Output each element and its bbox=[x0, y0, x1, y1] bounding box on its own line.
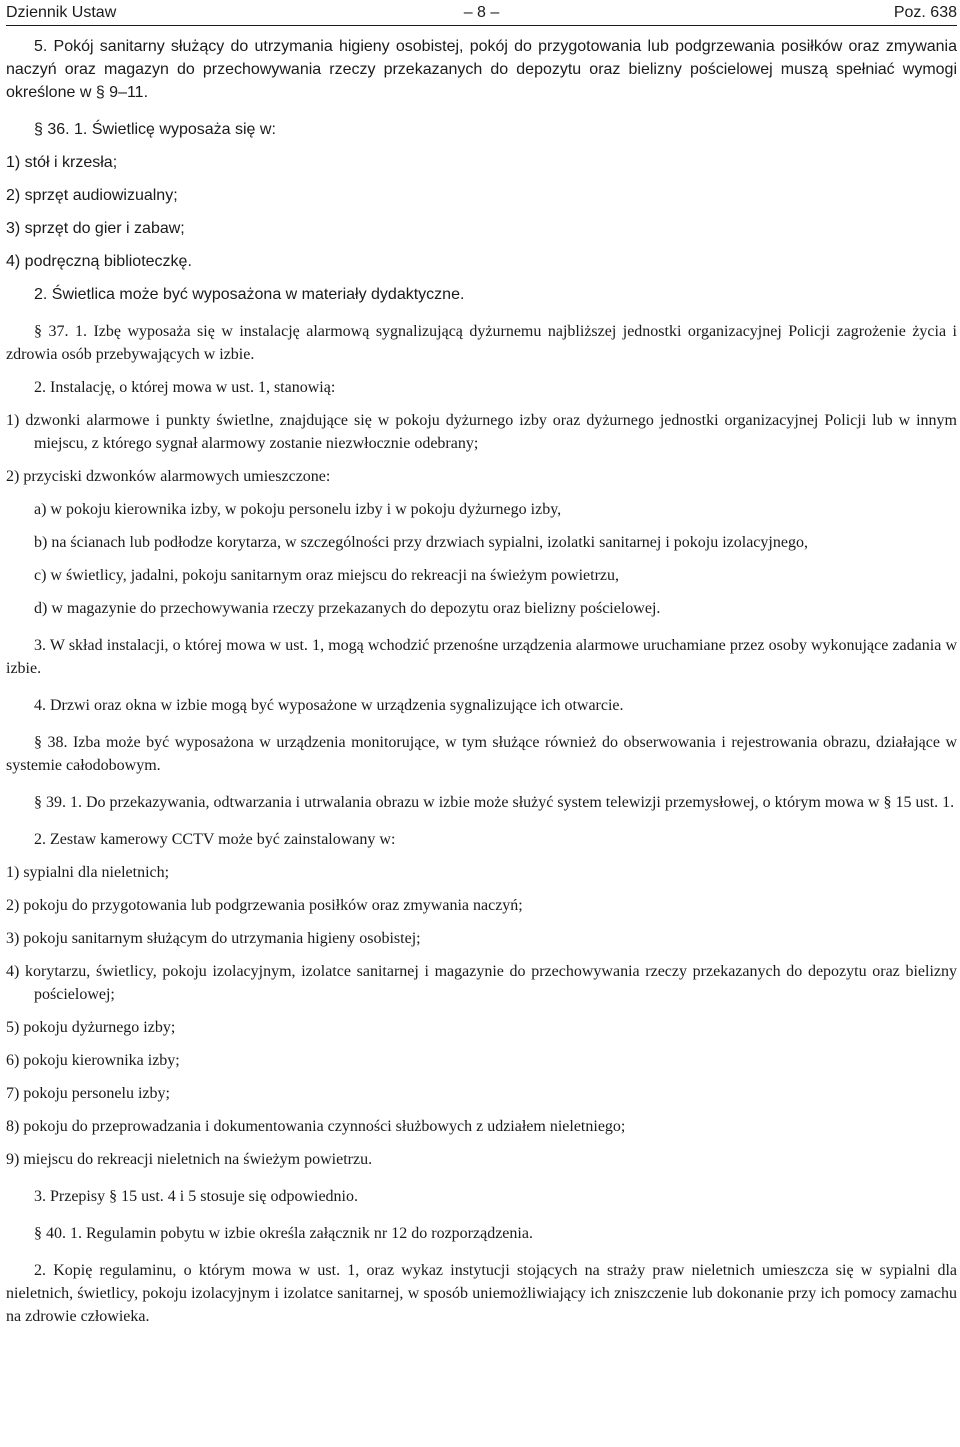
list-item: 1) stół i krzesła; bbox=[6, 154, 118, 171]
list-item: 3) pokoju sanitarnym służącym do utrzymania higieny osobistej; bbox=[6, 930, 421, 947]
list-item: 3) sprzęt do gier i zabaw; bbox=[6, 220, 185, 237]
list-item: 6) pokoju kierownika izby; bbox=[6, 1052, 180, 1069]
document-body bbox=[6, 35, 957, 1328]
page-number: – 8 – bbox=[463, 4, 500, 21]
paragraph: 3. W skład instalacji, o której mowa w ust. 1, mogą wchodzić przenośne urządzenia alarmowe uruchamiane przez osoby wykonujące zadania w izbie. bbox=[6, 637, 957, 677]
page-header bbox=[6, 0, 957, 26]
sub-list-item: b) na ścianach lub podłodze korytarza, w szczególności przy drzwiach sypialni, izolatki sanitarnej i pokoju izolacyjnego, bbox=[34, 534, 808, 551]
paragraph: 2. Zestaw kamerowy CCTV może być zainstalowany w: bbox=[34, 831, 396, 848]
list-item: 1) sypialni dla nieletnich; bbox=[6, 864, 170, 881]
sub-list-item: c) w świetlicy, jadalni, pokoju sanitarnym oraz miejscu do rekreacji na świeżym powietrzu, bbox=[34, 567, 619, 584]
paragraph: 2. Świetlica może być wyposażona w materiały dydaktyczne. bbox=[34, 286, 465, 303]
section-heading: § 39. 1. Do przekazywania, odtwarzania i utrwalania obrazu w izbie może służyć system telewizji przemysłowej, o którym mowa w § 15 ust. 1. bbox=[34, 794, 955, 811]
list-item: 5) pokoju dyżurnego izby; bbox=[6, 1019, 176, 1036]
journal-title: Dziennik Ustaw bbox=[6, 4, 117, 21]
section-heading: § 40. 1. Regulamin pobytu w izbie określa załącznik nr 12 do rozporządzenia. bbox=[34, 1225, 533, 1242]
position-number: Poz. 638 bbox=[893, 4, 957, 21]
list-item: 2) pokoju do przygotowania lub podgrzewania posiłków oraz zmywania naczyń; bbox=[6, 897, 523, 914]
header-rule bbox=[6, 25, 957, 26]
list-item: 4) korytarzu, świetlicy, pokoju izolacyjnym, izolatce sanitarnej i magazynie do przechowywania rzeczy przekazanych do depozytu oraz bielizny pościelowej; bbox=[6, 963, 957, 1003]
section-heading: § 36. 1. Świetlicę wyposaża się w: bbox=[34, 121, 276, 138]
list-item: 4) podręczną biblioteczkę. bbox=[6, 253, 192, 270]
list-item: 8) pokoju do przeprowadzania i dokumentowania czynności służbowych z udziałem nieletniego; bbox=[6, 1118, 626, 1135]
list-item: 7) pokoju personelu izby; bbox=[6, 1085, 170, 1102]
sub-list-item: a) w pokoju kierownika izby, w pokoju personelu izby i w pokoju dyżurnego izby, bbox=[34, 501, 562, 518]
list-item: 2) sprzęt audiowizualny; bbox=[6, 187, 178, 204]
paragraph: 2. Kopię regulaminu, o którym mowa w ust. 1, oraz wykaz instytucji stojących na straży praw nieletnich umieszcza się w sypialni dla nieletnich, świetlicy, pokoju izolacyjnym i izolatce sanitarnej, w sposób uniemożliwiający ich zniszczenie lub dokonanie przy ich pomocy zamachu na zdrowie człowieka. bbox=[6, 1262, 957, 1325]
list-item: 9) miejscu do rekreacji nieletnich na świeżym powietrzu. bbox=[6, 1151, 373, 1168]
list-item: 1) dzwonki alarmowe i punkty świetlne, znajdujące się w pokoju dyżurnego izby oraz dyżurnego jednostki organizacyjnej Policji lub w innym miejscu, z którego sygnał alarmowy zostanie niezwłocznie odebrany; bbox=[6, 412, 957, 452]
paragraph: 4. Drzwi oraz okna w izbie mogą być wyposażone w urządzenia sygnalizujące ich otwarcie. bbox=[34, 697, 624, 714]
section-heading: § 38. Izba może być wyposażona w urządzenia monitorujące, w tym służące również do obserwowania i rejestrowania obrazu, działające w systemie całodobowym. bbox=[6, 734, 957, 774]
paragraph: 5. Pokój sanitarny służący do utrzymania higieny osobistej, pokój do przygotowania lub podgrzewania posiłków oraz zmywania naczyń oraz magazyn do przechowywania rzeczy przekazanych do depozytu oraz bielizny pościelowej muszą spełniać wymogi określone w § 9–11. bbox=[6, 38, 957, 101]
sub-list-item: d) w magazynie do przechowywania rzeczy przekazanych do depozytu oraz bielizny pościelowej. bbox=[34, 600, 661, 617]
paragraph: 3. Przepisy § 15 ust. 4 i 5 stosuje się odpowiednio. bbox=[34, 1188, 358, 1205]
list-item: 2) przyciski dzwonków alarmowych umieszczone: bbox=[6, 468, 331, 485]
paragraph: 2. Instalację, o której mowa w ust. 1, stanowią: bbox=[34, 379, 336, 396]
section-heading: § 37. 1. Izbę wyposaża się w instalację alarmową sygnalizującą dyżurnemu najbliższej jednostki organizacyjnej Policji zagrożenie życia i zdrowia osób przebywających w izbie. bbox=[6, 323, 957, 363]
